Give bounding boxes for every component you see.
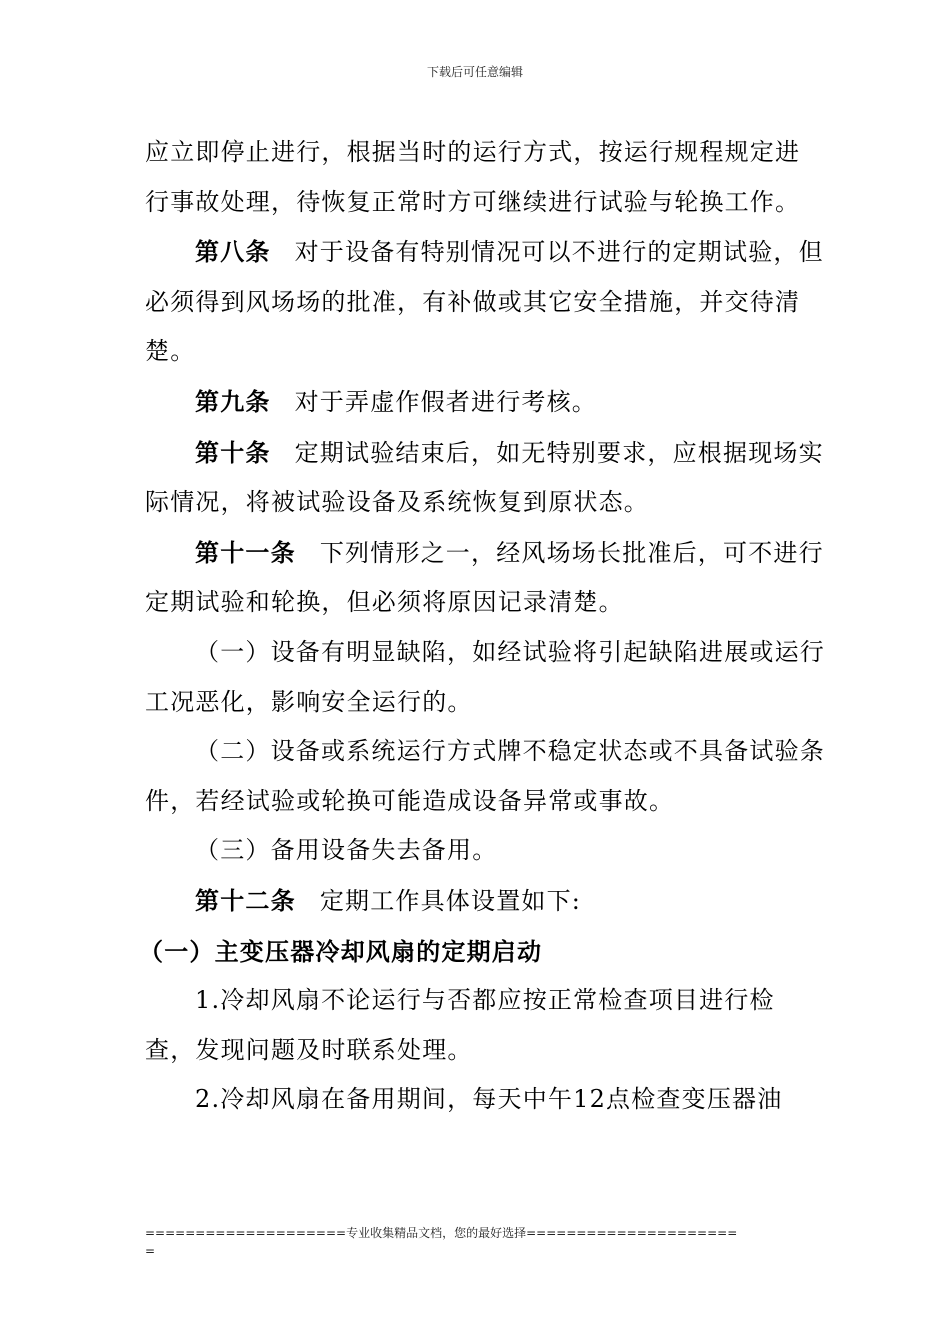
article-11 [145, 528, 825, 628]
article-text: 下列情形之一，经风场场长批准后，可不进行定期试验和轮换，但必须将原因记录清楚。 [145, 538, 824, 617]
clause-3 [145, 826, 825, 876]
clause-text: （一）设备有明显缺陷，如经试验将引起缺陷进展或运行工况恶化，影响安全运行的。 [145, 637, 825, 716]
document-body [139, 128, 825, 1125]
clause-text: （二）设备或系统运行方式牌不稳定状态或不具备试验条件，若经试验或轮换可能造成设备异常或事故。 [145, 737, 825, 815]
page-footer-tail: = [145, 1244, 156, 1258]
page-header: 下载后可任意编辑 [426, 65, 523, 79]
clause-text: （三）备用设备失去备用。 [195, 836, 498, 865]
article-label: 第十条 [195, 437, 271, 467]
article-label: 第九条 [195, 386, 271, 416]
article-text: 对于设备有特别情况可以不进行的定期试验，但必须得到风场场的批准，有补做或其它安全措施，并交待清楚。 [145, 238, 824, 366]
article-text: 对于弄虚作假者进行考核。 [294, 387, 598, 416]
article-label: 第十一条 [195, 537, 296, 567]
clause-1 [145, 628, 825, 727]
article-text: 定期工作具体设置如下: [319, 886, 582, 915]
article-label: 第十二条 [195, 885, 296, 915]
article-text: 定期试验结束后，如无特别要求，应根据现场实际情况，将被试验设备及系统恢复到原状态。 [145, 438, 824, 517]
clause-2 [145, 727, 825, 826]
section-heading: （一）主变压器冷却风扇的定期启动 [139, 936, 543, 966]
article-12 [145, 876, 825, 927]
page-footer: ====================专业收集精品文档，您的最好选择===================== [145, 1226, 738, 1240]
article-8 [145, 227, 825, 377]
list-item-text: 1.冷却风扇不论运行与否都应按正常检查项目进行检查，发现问题及时联系处理。 [145, 986, 775, 1064]
article-10 [145, 428, 825, 528]
paragraph-text: 应立即停止进行，根据当时的运行方式，按运行规程规定进行事故处理，待恢复正常时方可继续进行试验与轮换工作。 [145, 138, 801, 216]
list-item-text: 2.冷却风扇在备用期间，每天中午12点检查变压器油 [195, 1085, 783, 1114]
list-item-2 [145, 1075, 825, 1125]
list-item-1 [145, 976, 825, 1075]
paragraph-continuation [145, 128, 825, 227]
article-9 [145, 377, 825, 428]
article-label: 第八条 [195, 237, 271, 267]
